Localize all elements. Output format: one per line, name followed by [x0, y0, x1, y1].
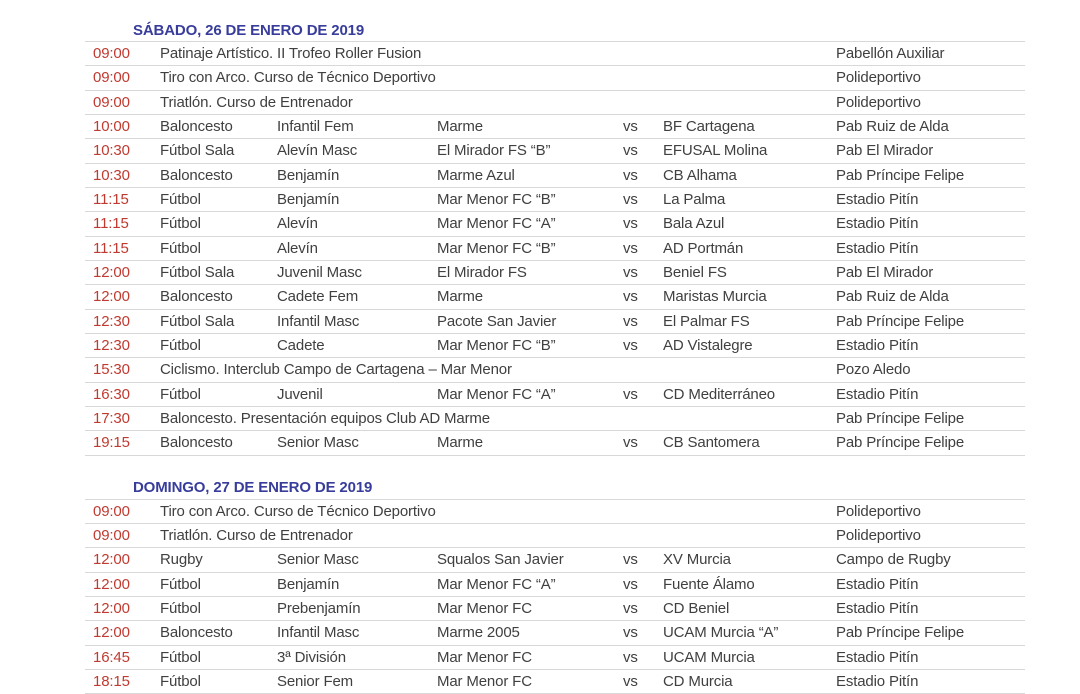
event-description: Ciclismo. Interclub Campo de Cartagena – Mar Menor: [160, 361, 512, 379]
home-team-cell: Mar Menor FC “B”: [437, 190, 556, 208]
vs-label: vs: [623, 190, 638, 208]
vs-label: vs: [623, 336, 638, 354]
away-team-cell: AD Vistalegre: [663, 336, 753, 354]
venue-cell: Polideportivo: [836, 502, 921, 520]
category-cell: Infantil Masc: [277, 312, 360, 330]
sport-cell: Fútbol Sala: [160, 263, 235, 281]
vs-label: vs: [623, 288, 638, 306]
day-section: [0, 478, 1080, 694]
schedule-row: [85, 138, 1025, 162]
sport-cell: Fútbol: [160, 648, 201, 666]
time-cell: 10:30: [93, 166, 130, 184]
sport-cell: Fútbol: [160, 336, 201, 354]
away-team-cell: Maristas Murcia: [663, 288, 767, 306]
schedule-row: [85, 211, 1025, 235]
sport-cell: Fútbol Sala: [160, 142, 235, 160]
venue-cell: Pabellón Auxiliar: [836, 45, 945, 62]
category-cell: Senior Fem: [277, 672, 354, 690]
schedule-row: [85, 114, 1025, 138]
category-cell: Alevín: [277, 239, 318, 257]
schedule-row: [85, 430, 1025, 454]
venue-cell: Estadio Pitín: [836, 672, 919, 690]
category-cell: 3ª División: [277, 648, 346, 666]
vs-label: vs: [623, 385, 638, 403]
category-cell: Alevín: [277, 215, 318, 233]
home-team-cell: Mar Menor FC: [437, 648, 532, 666]
home-team-cell: Squalos San Javier: [437, 551, 564, 569]
venue-cell: Estadio Pitín: [836, 215, 919, 233]
sport-cell: Fútbol: [160, 672, 201, 690]
venue-cell: Pab Príncipe Felipe: [836, 624, 965, 642]
time-cell: 11:15: [93, 215, 129, 233]
schedule-row: [85, 309, 1025, 333]
venue-cell: Estadio Pitín: [836, 190, 919, 208]
schedule-row: [85, 236, 1025, 260]
schedule-row: [85, 620, 1025, 644]
venue-cell: Pab Ruiz de Alda: [836, 288, 949, 306]
schedule-row: [85, 41, 1025, 65]
time-cell: 19:15: [93, 434, 130, 452]
event-description: Triatlón. Curso de Entrenador: [160, 93, 353, 111]
category-cell: Senior Masc: [277, 551, 359, 569]
day-section: [0, 21, 1080, 456]
time-cell: 17:30: [93, 409, 130, 427]
vs-label: vs: [623, 215, 638, 233]
schedule-row: [85, 669, 1025, 693]
time-cell: 16:30: [93, 385, 130, 403]
home-team-cell: Marme Azul: [437, 166, 515, 184]
time-cell: 16:45: [93, 648, 130, 666]
sport-cell: Fútbol: [160, 190, 201, 208]
home-team-cell: Mar Menor FC: [437, 599, 532, 617]
time-cell: 10:30: [93, 142, 130, 160]
schedule-row: [85, 284, 1025, 308]
vs-label: vs: [623, 312, 638, 330]
sport-cell: Fútbol: [160, 599, 201, 617]
category-cell: Senior Masc: [277, 434, 359, 452]
sport-cell: Baloncesto: [160, 624, 233, 642]
home-team-cell: Mar Menor FC “A”: [437, 215, 556, 233]
time-cell: 12:00: [93, 599, 130, 617]
away-team-cell: AD Portmán: [663, 239, 744, 257]
vs-label: vs: [623, 117, 638, 135]
schedule-row: [85, 547, 1025, 571]
schedule-row: [85, 406, 1025, 430]
away-team-cell: BF Cartagena: [663, 117, 755, 135]
venue-cell: Pab Príncipe Felipe: [836, 434, 965, 452]
venue-cell: Pab Príncipe Felipe: [836, 166, 965, 184]
time-cell: 12:00: [93, 551, 130, 569]
venue-cell: Polideportivo: [836, 526, 921, 544]
away-team-cell: CD Mediterráneo: [663, 385, 775, 403]
category-cell: Benjamín: [277, 190, 340, 208]
time-cell: 09:00: [93, 69, 130, 87]
away-team-cell: Fuente Álamo: [663, 575, 755, 593]
schedule-row: [85, 596, 1025, 620]
venue-cell: Estadio Pitín: [836, 599, 919, 617]
away-team-cell: La Palma: [663, 190, 726, 208]
venue-cell: Pab El Mirador: [836, 263, 934, 281]
home-team-cell: El Mirador FS “B”: [437, 142, 551, 160]
category-cell: Infantil Masc: [277, 624, 360, 642]
category-cell: Cadete: [277, 336, 325, 354]
vs-label: vs: [623, 599, 638, 617]
time-cell: 09:00: [93, 502, 130, 520]
vs-label: vs: [623, 624, 638, 642]
vs-label: vs: [623, 575, 638, 593]
schedule-row: [85, 572, 1025, 596]
venue-cell: Estadio Pitín: [836, 336, 919, 354]
venue-cell: Estadio Pitín: [836, 239, 919, 257]
schedule-row: [85, 523, 1025, 547]
category-cell: Juvenil Masc: [277, 263, 362, 281]
sport-cell: Baloncesto: [160, 166, 233, 184]
away-team-cell: EFUSAL Molina: [663, 142, 768, 160]
schedule-row: [85, 382, 1025, 406]
day-heading: SÁBADO, 26 DE ENERO DE 2019: [133, 22, 365, 39]
schedule-row: [85, 163, 1025, 187]
sport-cell: Baloncesto: [160, 434, 233, 452]
schedule-row: [85, 357, 1025, 381]
home-team-cell: Mar Menor FC: [437, 672, 532, 690]
away-team-cell: El Palmar FS: [663, 312, 750, 330]
away-team-cell: CB Alhama: [663, 166, 737, 184]
category-cell: Infantil Fem: [277, 117, 354, 135]
category-cell: Juvenil: [277, 385, 323, 403]
vs-label: vs: [623, 648, 638, 666]
sport-cell: Fútbol: [160, 215, 201, 233]
away-team-cell: CB Santomera: [663, 434, 760, 452]
home-team-cell: Mar Menor FC “A”: [437, 385, 556, 403]
away-team-cell: CD Beniel: [663, 599, 730, 617]
away-team-cell: CD Murcia: [663, 672, 733, 690]
home-team-cell: Mar Menor FC “A”: [437, 575, 556, 593]
home-team-cell: Marme: [437, 434, 483, 452]
schedule-table: [85, 499, 1025, 694]
sport-cell: Rugby: [160, 551, 203, 569]
vs-label: vs: [623, 166, 638, 184]
venue-cell: Polideportivo: [836, 69, 921, 87]
home-team-cell: Marme 2005: [437, 624, 520, 642]
time-cell: 09:00: [93, 93, 130, 111]
time-cell: 11:15: [93, 239, 129, 257]
event-description: Tiro con Arco. Curso de Técnico Deportivo: [160, 502, 436, 520]
home-team-cell: Marme: [437, 288, 483, 306]
venue-cell: Campo de Rugby: [836, 551, 951, 569]
vs-label: vs: [623, 551, 638, 569]
vs-label: vs: [623, 239, 638, 257]
event-description: Triatlón. Curso de Entrenador: [160, 526, 353, 544]
home-team-cell: Mar Menor FC “B”: [437, 336, 556, 354]
time-cell: 09:00: [93, 526, 130, 544]
vs-label: vs: [623, 263, 638, 281]
sport-cell: Fútbol: [160, 385, 201, 403]
away-team-cell: UCAM Murcia: [663, 648, 755, 666]
category-cell: Cadete Fem: [277, 288, 359, 306]
home-team-cell: Marme: [437, 117, 483, 135]
time-cell: 12:00: [93, 575, 130, 593]
sport-cell: Baloncesto: [160, 288, 233, 306]
time-cell: 15:30: [93, 361, 130, 379]
sport-cell: Fútbol Sala: [160, 312, 235, 330]
home-team-cell: Pacote San Javier: [437, 312, 557, 330]
venue-cell: Pab Ruiz de Alda: [836, 117, 949, 135]
schedule-row: [85, 499, 1025, 523]
sport-cell: Baloncesto: [160, 117, 233, 135]
schedule-table: [85, 41, 1025, 456]
venue-cell: Estadio Pitín: [836, 385, 919, 403]
time-cell: 12:00: [93, 288, 130, 306]
time-cell: 11:15: [93, 190, 129, 208]
vs-label: vs: [623, 142, 638, 160]
venue-cell: Estadio Pitín: [836, 648, 919, 666]
away-team-cell: UCAM Murcia “A”: [663, 624, 779, 642]
time-cell: 12:00: [93, 624, 130, 642]
time-cell: 12:30: [93, 336, 130, 354]
schedule-row: [85, 333, 1025, 357]
venue-cell: Pab El Mirador: [836, 142, 934, 160]
time-cell: 12:30: [93, 312, 130, 330]
away-team-cell: Beniel FS: [663, 263, 727, 281]
schedule-row: [85, 645, 1025, 669]
event-description: Patinaje Artístico. II Trofeo Roller Fusion: [160, 45, 422, 62]
sport-cell: Fútbol: [160, 239, 201, 257]
category-cell: Prebenjamín: [277, 599, 361, 617]
category-cell: Benjamín: [277, 166, 340, 184]
venue-cell: Pab Príncipe Felipe: [836, 312, 965, 330]
venue-cell: Pab Príncipe Felipe: [836, 409, 965, 427]
category-cell: Alevín Masc: [277, 142, 358, 160]
schedule-row: [85, 260, 1025, 284]
time-cell: 09:00: [93, 45, 130, 62]
venue-cell: Polideportivo: [836, 93, 921, 111]
schedule-row: [85, 65, 1025, 89]
day-heading: DOMINGO, 27 DE ENERO DE 2019: [133, 478, 373, 496]
sport-cell: Fútbol: [160, 575, 201, 593]
away-team-cell: Bala Azul: [663, 215, 725, 233]
event-description: Baloncesto. Presentación equipos Club AD Marme: [160, 409, 490, 427]
schedule-row: [85, 90, 1025, 114]
time-cell: 18:15: [93, 672, 130, 690]
home-team-cell: Mar Menor FC “B”: [437, 239, 556, 257]
vs-label: vs: [623, 434, 638, 452]
event-description: Tiro con Arco. Curso de Técnico Deportivo: [160, 69, 436, 87]
venue-cell: Estadio Pitín: [836, 575, 919, 593]
home-team-cell: El Mirador FS: [437, 263, 527, 281]
category-cell: Benjamín: [277, 575, 340, 593]
away-team-cell: XV Murcia: [663, 551, 731, 569]
time-cell: 12:00: [93, 263, 130, 281]
venue-cell: Pozo Aledo: [836, 361, 911, 379]
schedule-row: [85, 187, 1025, 211]
time-cell: 10:00: [93, 117, 130, 135]
vs-label: vs: [623, 672, 638, 690]
